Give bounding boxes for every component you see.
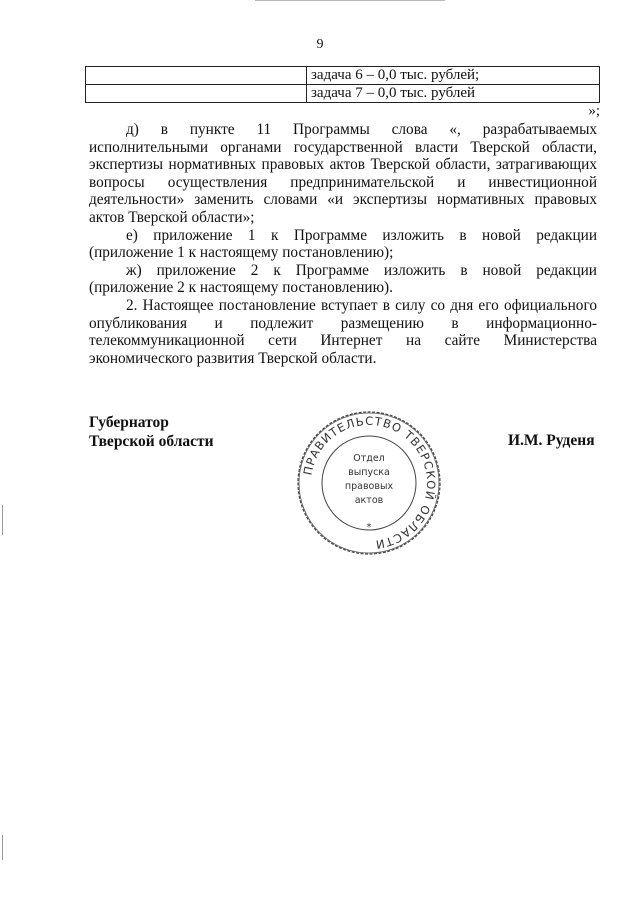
stamp-center-line: актов [354, 495, 384, 506]
stamp-center-line: Отдел [353, 453, 385, 464]
table-cell-right: задача 7 – 0,0 тыс. рублей [307, 85, 600, 103]
scan-edge-mark [2, 835, 3, 860]
paragraph-d-rest: исполнительными органами государственной власти Тверской области, экспертизы нормативных правовых актов Тверской области, затрагивающих вопросы осуществления предпринимательской и инвестиционной деятельности» заменить словами «и экспертизы нормативных правовых актов Тверской области»; [89, 138, 597, 226]
scan-edge-mark [2, 505, 3, 535]
paragraph-zh-first-line: ж) приложение 2 к Программе изложить в новой редакции [126, 261, 597, 279]
paragraph-e-first-line: е) приложение 1 к Программе изложить в новой редакции [126, 226, 597, 244]
official-stamp [295, 409, 443, 557]
tasks-table [85, 66, 600, 103]
paragraph-e-rest: (приложение 1 к настоящему постановлению); [89, 244, 394, 262]
table-row [86, 67, 600, 85]
table-row [86, 85, 600, 103]
page-number: 9 [316, 37, 324, 52]
stamp-star-icon: * [366, 522, 372, 533]
table-cell-right: задача 6 – 0,0 тыс. рублей; [307, 67, 600, 85]
paragraph-d-first-line: д) в пункте 11 Программы слова «, разрабатываемых [126, 121, 597, 138]
table-cell-left [86, 85, 307, 103]
stamp-center-line: правовых [344, 481, 394, 492]
table-cell-left [86, 67, 307, 85]
paragraph-zh-rest: (приложение 2 к настоящему постановлению). [89, 279, 393, 297]
signatory-title-line2: Тверской области [89, 433, 214, 450]
signatory-title-line1: Губернатор [89, 414, 169, 431]
closing-quote: »; [588, 103, 600, 119]
paragraph-2-rest: опубликования и подлежит размещению в информационно-телекоммуникационной сети Интернет на сайте Министерства экономического развития Тверской области. [89, 314, 597, 367]
scan-top-rule [255, 0, 445, 1]
stamp-ring-text: ПРАВИТЕЛЬСТВО ТВЕРСКОЙ ОБЛАСТИ [300, 413, 439, 552]
paragraph-2-first-line: 2. Настоящее постановление вступает в силу со дня его официального [126, 296, 597, 314]
stamp-center-line: выпуска [348, 467, 390, 478]
signatory-title [89, 413, 214, 451]
signatory-name: И.М. Руденя [508, 432, 595, 449]
document-body [89, 121, 597, 367]
